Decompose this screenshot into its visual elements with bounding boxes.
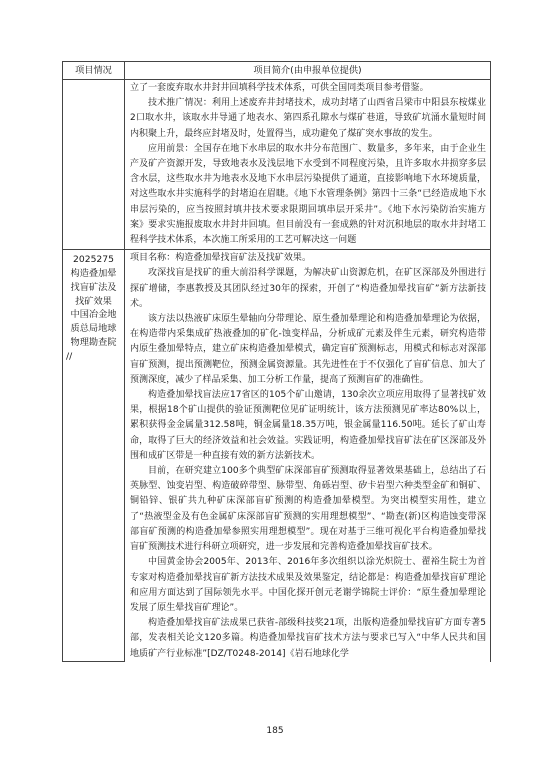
evaluation-paragraph: 中国黄金协会2005年、2013年、2016年多次组织以涂光炽院士、翟裕生院士为首专家对构造叠加晕找盲矿新方法技术成果及效果鉴定，结论都是：构造叠加晕找盲矿理论和应用方面达到了国际领先水平。中国化探开创元老谢学锦院士评价：“原生叠加晕理论发展了原生晕找盲矿理论”。 <box>130 557 486 613</box>
project-name-paragraph: 项目名称：构造叠加晕找盲矿法及找矿效果。 <box>130 253 312 264</box>
unit-name-line: // <box>66 350 73 362</box>
summary-paragraph: 立了一套废弃取水井封井回填科学技术体系，可供全国同类项目参考借鉴。 <box>130 83 429 93</box>
prospect-paragraph: 应用前景：全国存在地下水串层的取水井分布范围广、数量多，多年来，由于企业生产及矿产资源开发，导致地表水及浅层地下水受到不同程度污染，且许多取水井损穿多层含水层，这些取水井为地表水及地下水串层污染提供了通道，直接影响地下水环境质量，对这些取水井实施科学的封堵迫在眉睫。《地下水管理条例》第四十三条“已经造成地下水串层污染的，应当按照封填井技术要求限期回填串层开采井”。《地下水污染防治实施方案》要求实施报废取水井封井回填。但目前没有一套成熟的针对沉积地层的取水井封堵工程科学技术体系，本次施工所采用的工艺可解决这一问题 <box>130 143 486 246</box>
previous-project-info-cell <box>63 80 125 250</box>
project-info-cell <box>63 250 125 662</box>
unit-name-line: 质总局地球 <box>70 323 117 335</box>
project-name-line: 找矿效果 <box>75 295 112 307</box>
project-table <box>62 61 491 662</box>
unit-name-line: 中国冶金地 <box>70 309 117 321</box>
table-header-row <box>63 62 491 80</box>
header-project-summary: 项目简介(由申报单位提供) <box>125 62 491 80</box>
project-name-line: 构造叠加晕 <box>70 268 117 280</box>
page-number: 185 <box>266 726 284 736</box>
previous-project-summary-cell <box>125 80 491 250</box>
table-row-previous-project <box>63 80 491 250</box>
background-paragraph: 攻深找盲是找矿的重大前沿科学课题，为解决矿山资源危机，在矿区深部及外围进行探矿增储，李惠教授及其团队经过30年的探索，开创了“构造叠加晕找盲矿”新方法新技术。 <box>130 268 486 309</box>
results-paragraph: 构造叠加晕找盲法应17省区的105个矿山邀请，130余次立项应用取得了显著找矿效果，根据18个矿山提供的验证预测靶位见矿证明统计，该方法预测见矿率达80%以上，累积获得金金属量312.58吨，铜金属量18.35万吨，银金属量116.50吨。延长了矿山寿命，取得了巨大的经济效益和社会效益。实践证明，构造叠加晕找盲矿法在矿区深部及外围和成矿区带是一种直接有效的新方法新技术。 <box>130 390 486 461</box>
method-paragraph: 该方法以热液矿床原生晕轴向分带理论、原生叠加晕理论和构造叠加晕理论为依据，在构造带内采集成矿热液叠加的矿化-蚀变样品，分析成矿元素及伴生元素，研究构造带内原生叠加晕特点，建立矿床构造叠加晕模式，确定盲矿预测标志，用模式和标志对深部盲矿预测，提出预测靶位，预测金属资源量。其先进性在于不仅强化了盲矿信息、加大了预测深度，减少了样品采集、加工分析工作量，提高了预测盲矿的准确性。 <box>130 314 486 385</box>
promotion-paragraph: 技术推广情况：利用上述废弃井封堵技术，成功封堵了山西省吕梁市中阳县东桉煤业2口取水井，该取水井导通了地表水、第四系孔隙水与煤矿巷道，导致矿坑涌水量短时间内积聚上升，最终应封堵及时，处置得当，成功避免了煤矿突水事故的发生。 <box>130 98 486 139</box>
project-code: 2025275 <box>73 254 114 266</box>
models-paragraph: 目前，在研究建立100多个典型矿床深部盲矿预测取得显著效果基础上，总结出了石英脉型、蚀变岩型、构造破碎带型、脉带型、角砾岩型、矽卡岩型六种类型金矿和铜矿、铜铅锌、银矿共九种矿床深部盲矿预测的构造叠加晕模型。为突出模型实用性，建立了“热液型金及有色金属矿床深部盲矿预测的实用理想模型”、“勘查(新)区构造蚀变带深部盲矿预测的构造叠加晕参照实用理想模型”。现在对基于三维可视化平台构造叠加晕找盲矿预测技术进行科研立项研究，进一步发展和完善构造叠加晕找盲矿技术。 <box>130 466 486 553</box>
header-project-status: 项目情况 <box>63 62 125 80</box>
project-name-line: 找盲矿法及 <box>70 281 117 293</box>
table-row-current-project <box>63 250 491 662</box>
project-summary-cell <box>125 250 491 662</box>
unit-name-line: 物理勘查院 <box>70 337 117 349</box>
awards-paragraph: 构造叠加晕找盲矿法成果已获省-部级科技奖21项，出版构造叠加晕找盲矿方面专著5部，发表相关论文120多篇。构造叠加晕找盲矿技术方法与要求已写入“中华人民共和国地质矿产行业标准”[DZ/T0248-2014]《岩石地球化学 <box>130 618 486 659</box>
